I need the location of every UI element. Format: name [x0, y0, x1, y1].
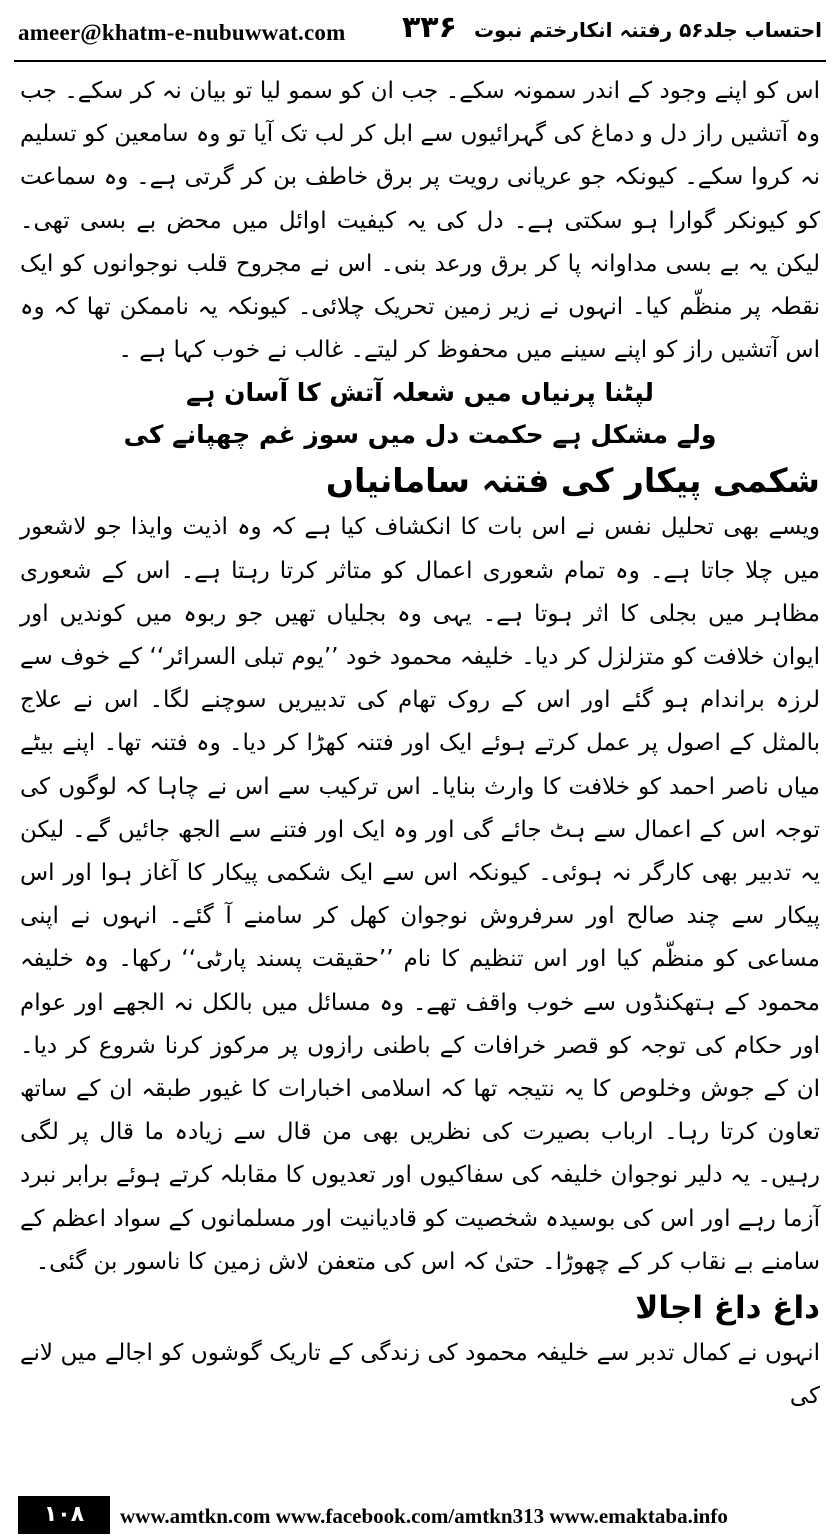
- page-header: [14, 4, 826, 56]
- section-paragraph-dagh-dagh-ujala: انہوں نے کمال تدبر سے خلیفہ محمود کی زندگی کے تاریک گوشوں کو اجالے میں لانے کی: [20, 1340, 820, 1410]
- page-body: [20, 70, 820, 1490]
- section-paragraph-shikmi-paikar: ویسے بھی تحلیل نفس نے اس بات کا انکشاف کیا ہے کہ وہ اذیت وایذا جو لاشعور میں چلا جاتا ہے۔ وہ تمام شعوری اعمال کو متاثر کرتا رہتا ہے۔ اس کے شعوری مظاہر میں بجلی کا اثر ہوتا ہے۔ یہی وہ بجلیاں تھیں جو ربوہ میں کوندیں اور ایوان خلافت کو متزلزل کر دیا۔ خلیفہ محمود خود ’’یوم تبلی السرائر‘‘ کے خوف سے لرزہ براندام ہو گئے اور اس کے روک تھام کی تدبیریں سوچنے لگا۔ اس نے علاج بالمثل کے اصول پر عمل کرتے ہوئے ایک اور فتنہ کھڑا کر دیا۔ وہ فتنہ تھا۔ اپنے بیٹے میاں ناصر احمد کو خلافت کا وارث بنایا۔ اس ترکیب سے اس نے چاہا کہ لوگوں کی توجہ اس کے اعمال سے ہٹ جائے گی اور وہ ایک اور فتنے سے الجھ جائیں گے۔ لیکن یہ تدبیر بھی کارگر نہ ہوئی۔ کیونکہ اس سے ایک شکمی پیکار کا آغاز ہوا اور اس پیکار سے چند صالح اور سرفروش نوجوان کھل کر سامنے آ گئے۔ انہوں نے اپنی مساعی کو منظّم کیا اور اس تنظیم کا نام ’’حقیقت پسند پارٹی‘‘ رکھا۔ وہ خلیفہ محمود کے ہتھکنڈوں سے خوب واقف تھے۔ وہ مسائل میں بالکل نہ الجھے اور عوام اور حکام کی توجہ کو قصر خرافات کے باطنی رازوں پر مرکوز کرنا شروع کر دیا۔ ان کے جوش وخلوص کا یہ نتیجہ تھا کہ اسلامی اخبارات کا غیور طبقہ ان کے ساتھ تعاون کرتا رہا۔ ارباب بصیرت کی نظریں بھی من قال سے زیادہ ما قال پر لگی رہیں۔ یہ دلیر نوجوان خلیفہ کی سفاکیوں اور تعدیوں کا مقابلہ کرتے ہوئے برابر نبرد آزما رہے اور اس کی بوسیدہ شخصیت کو قادیانیت اور مسلمانوں کے سواد اعظم کے سامنے بے نقاب کر کے چھوڑا۔ حتیٰ کہ اس کی متعفن لاش زمین کا ناسور بن گئی۔: [20, 514, 820, 1275]
- header-rule: [14, 60, 826, 62]
- footer-websites: www.amtkn.com www.facebook.com/amtkn313 www.emaktaba.info: [120, 1504, 728, 1528]
- header-running-title: احتساب جلد۵۶ رفتنہ انکارختم نبوت: [473, 18, 822, 42]
- verse-block: [20, 372, 820, 456]
- verse-line-1: لپٹنا پرنیاں میں شعلہ آتش کا آسان ہے: [186, 378, 654, 408]
- header-email: ameer@khatm-e-nubuwwat.com: [18, 20, 346, 45]
- section-heading-shikmi-paikar: شکمی پیکار کی فتنہ سامانیاں: [325, 461, 820, 501]
- footer-page-number: ۱۰۸: [18, 1496, 110, 1534]
- verse-line-2: ولے مشکل ہے حکمت دل میں سوز غم چھپانے کی: [123, 420, 717, 450]
- section-heading-dagh-dagh-ujala: داغ داغ اجالا: [635, 1290, 820, 1327]
- header-page-number: ۳۳۶: [402, 10, 457, 45]
- intro-paragraph: اس کو اپنے وجود کے اندر سمونہ سکے۔ جب ان کو سمو لیا تو بیان نہ کر سکے۔ جب وہ آتشیں راز دل و دماغ کی گہرائیوں سے ابل کر لب تک آیا تو وہ سامعین کو تسلیم نہ کروا سکے۔ کیونکہ جو عریانی رویت پر برق خاطف بن کر گرتی ہے۔ وہ سماعت کو کیونکر گوارا ہو سکتی ہے۔ دل کی یہ کیفیت اوائل میں محض بے بسی تھی۔ لیکن یہ بے بسی مداوانہ پا کر برق ورعد بنی۔ اس نے مجروح قلب نوجوانوں کو ایک نقطہ پر منظّم کیا۔ انہوں نے زیر زمین تحریک چلائی۔ کیونکہ یہ ناممکن تھا کہ وہ اس آتشیں راز کو اپنے سینے میں محفوظ کر لیتے۔ غالب نے خوب کہا ہے ۔: [20, 78, 820, 364]
- page-footer: [0, 1490, 840, 1540]
